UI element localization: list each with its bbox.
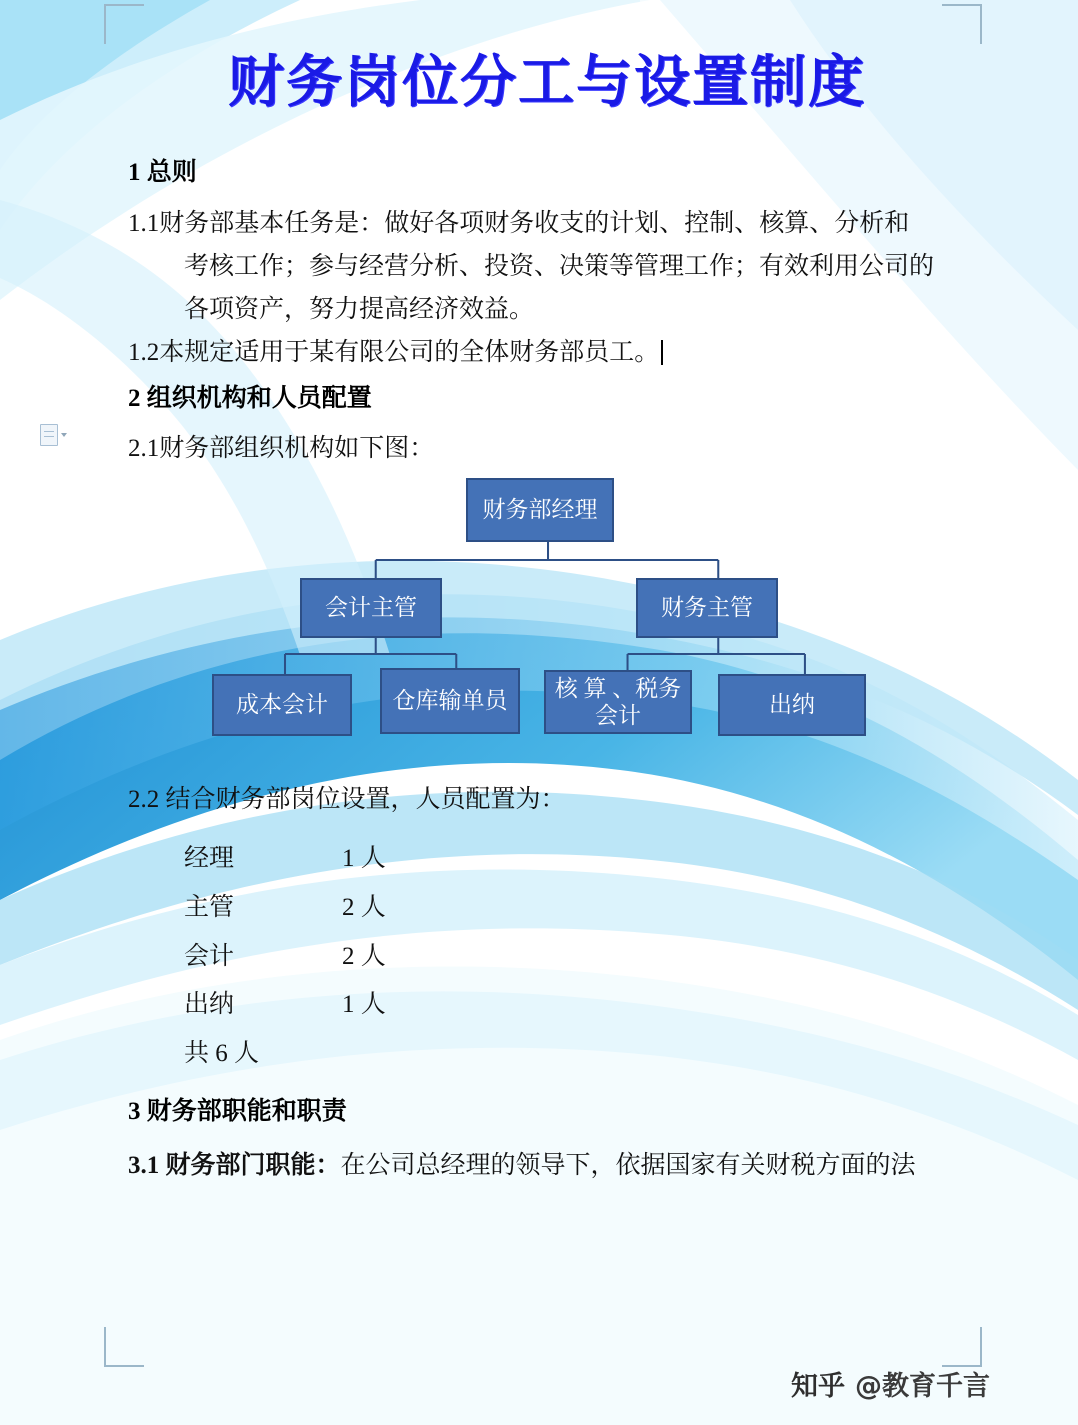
page-title: 财务岗位分工与设置制度 xyxy=(228,49,866,115)
crop-mark-top-right xyxy=(942,4,982,44)
section-heading-3: 3 财务部职能和职责 xyxy=(128,1097,347,1125)
paragraph-1-1-line3: 各项资产，努力提高经济效益。 xyxy=(184,295,535,323)
watermark-brand xyxy=(791,1364,990,1403)
author-handle: @教育千言 xyxy=(855,1371,990,1402)
staffing-row xyxy=(128,835,966,884)
paragraph-3-1-body: 在公司总经理的领导下，依据国家有关财税方面的法 xyxy=(340,1152,916,1180)
crop-mark-bottom-right xyxy=(942,1327,982,1367)
chevron-down-icon xyxy=(61,433,67,437)
staffing-row xyxy=(128,981,966,1030)
paragraph-2-1: 2.1财务部组织机构如下图： xyxy=(128,435,435,462)
margin-note-icon[interactable] xyxy=(40,424,67,446)
staffing-role: 主管 xyxy=(184,893,235,921)
staffing-row xyxy=(128,933,966,982)
org-node-manager: 财务部经理 xyxy=(466,478,614,542)
paragraph-1-2 xyxy=(128,331,966,374)
text-cursor xyxy=(661,340,663,365)
section-heading-1: 1 总则 xyxy=(128,159,197,186)
staffing-role: 经理 xyxy=(184,845,235,872)
staffing-total: 共 6 人 xyxy=(184,1040,260,1067)
zhihu-logo: 知乎 xyxy=(791,1371,845,1402)
paragraph-3-1-label: 3.1 财务部门职能： xyxy=(128,1152,341,1180)
staffing-count: 2 人 xyxy=(342,893,386,921)
staffing-count: 1 人 xyxy=(342,845,386,872)
org-node-cost-accountant: 成本会计 xyxy=(212,674,352,736)
org-chart xyxy=(128,478,966,778)
document-glyph-icon xyxy=(40,424,58,446)
staffing-role: 出纳 xyxy=(184,991,235,1019)
document-content xyxy=(0,38,1078,1187)
crop-mark-bottom-left xyxy=(104,1327,144,1367)
org-node-accounting-supervisor: 会计主管 xyxy=(300,578,442,638)
org-node-finance-supervisor: 财务主管 xyxy=(636,578,778,638)
org-node-cashier: 出纳 xyxy=(718,674,866,736)
paragraph-1-1-line2: 考核工作；参与经营分析、投资、决策等管理工作；有效利用公司的 xyxy=(184,252,935,280)
crop-mark-top-left xyxy=(104,4,144,44)
org-node-warehouse-clerk: 仓库输单员 xyxy=(380,668,520,734)
staffing-count: 1 人 xyxy=(342,991,386,1019)
section-heading-2: 2 组织机构和人员配置 xyxy=(128,384,372,412)
staffing-row xyxy=(128,884,966,933)
org-node-tax-accountant: 核 算 、税务会计 xyxy=(544,670,692,734)
staffing-role: 会计 xyxy=(184,942,235,970)
staffing-count: 2 人 xyxy=(342,942,386,970)
paragraph-1-2-text: 1.2本规定适用于某有限公司的全体财务部员工。 xyxy=(128,338,660,366)
paragraph-3-1 xyxy=(128,1144,966,1187)
paragraph-2-2: 2.2 结合财务部岗位设置，人员配置为： xyxy=(128,786,566,813)
paragraph-1-1-line1: 1.1财务部基本任务是：做好各项财务收支的计划、控制、核算、分析和 xyxy=(128,209,910,237)
